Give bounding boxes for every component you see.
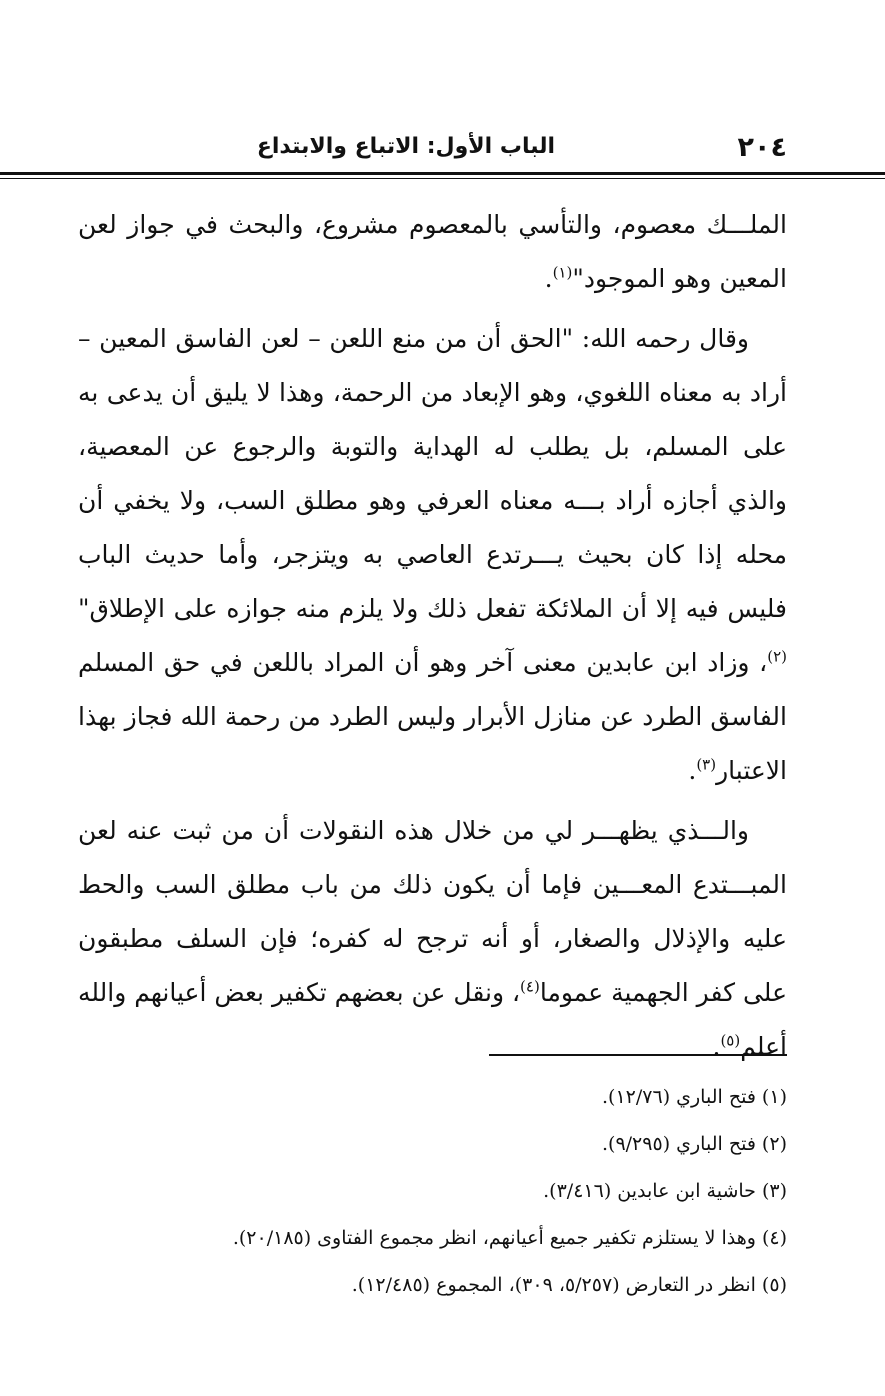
- paragraph-3: [78, 804, 787, 1074]
- paragraph-2-end: .: [688, 756, 697, 785]
- footnote-ref-2[interactable]: (٢): [767, 647, 787, 666]
- header-rule-thin: [0, 178, 885, 179]
- footnote-ref-1[interactable]: (١): [552, 263, 573, 282]
- paragraph-3-end: .: [712, 1032, 721, 1061]
- paragraph-1-end: .: [544, 264, 553, 293]
- paragraph-2: [78, 312, 787, 798]
- footnote-2: (٢) فتح الباري (٩/٢٩٥).: [602, 1133, 787, 1155]
- footnote-5: (٥) انظر در التعارض (٥/٢٥٧، ٣٠٩)، المجموع (١٢/٤٨٥).: [351, 1274, 787, 1296]
- paragraph-2-text-b: ، وزاد ابن عابدين معنى آخر وهو أن المراد باللعن في حق المسلم الفاسق الطرد عن منازل الأبرار وليس الطرد من رحمة الله فجاز بهذا الاعتبار: [78, 648, 787, 785]
- footnote-1: (١) فتح الباري (١٢/٧٦).: [602, 1086, 787, 1108]
- footnote-4: (٤) وهذا لا يستلزم تكفير جميع أعيانهم، انظر مجموع الفتاوى (٢٠/١٨٥).: [232, 1227, 787, 1249]
- footnote-ref-5[interactable]: (٥): [720, 1031, 741, 1050]
- paragraph-2-text-a: وقال رحمه الله: "الحق أن من منع اللعن – لعن الفاسق المعين – أراد به معناه اللغوي، وهو الإبعاد من الرحمة، وهذا لا يليق أن يدعى به على المسلم، بل يطلب له الهداية والتوبة والرجوع عن المعصية، والذي أجازه أراد بـــه معناه العرفي وهو مطلق السب، ولا يخفي أن محله إذا كان بحيث يـــرتدع العاصي به ويتزجر، وأما حديث الباب فليس فيه إلا أن الملائكة تفعل ذلك ولا يلزم منه جوازه على الإطلاق": [78, 324, 787, 623]
- chapter-title: الباب الأول: الاتباع والابتداع: [256, 134, 555, 159]
- footnote-separator: [489, 1054, 787, 1056]
- footnotes: [78, 1074, 787, 1309]
- footnote-ref-3[interactable]: (٣): [696, 755, 717, 774]
- running-header: [78, 128, 787, 176]
- main-text: [78, 198, 787, 1074]
- page-number: ٢٠٤: [737, 132, 787, 163]
- paragraph-3-text-a: والـــذي يظهـــر لي من خلال هذه النقولات أن من ثبت عنه لعن المبـــتدع المعـــين فإما أن يكون ذلك من باب مطلق السب والحط عليه والإذلال والصغار، أو أنه ترجح له كفره؛ فإن السلف مطبقون على كفر الجهمية عموما: [78, 816, 787, 1007]
- paragraph-1: [78, 198, 787, 306]
- footnote-ref-4[interactable]: (٤): [520, 977, 540, 996]
- header-rule-thick: [0, 172, 885, 175]
- paragraph-3-text-b: ، ونقل عن بعضهم تكفير بعض أعيانهم والله أعلم: [78, 978, 787, 1061]
- paragraph-1-text: الملـــك معصوم، والتأسي بالمعصوم مشروع، والبحث في جواز لعن المعين وهو الموجود": [78, 210, 787, 293]
- footnote-3: (٣) حاشية ابن عابدين (٣/٤١٦).: [543, 1180, 787, 1202]
